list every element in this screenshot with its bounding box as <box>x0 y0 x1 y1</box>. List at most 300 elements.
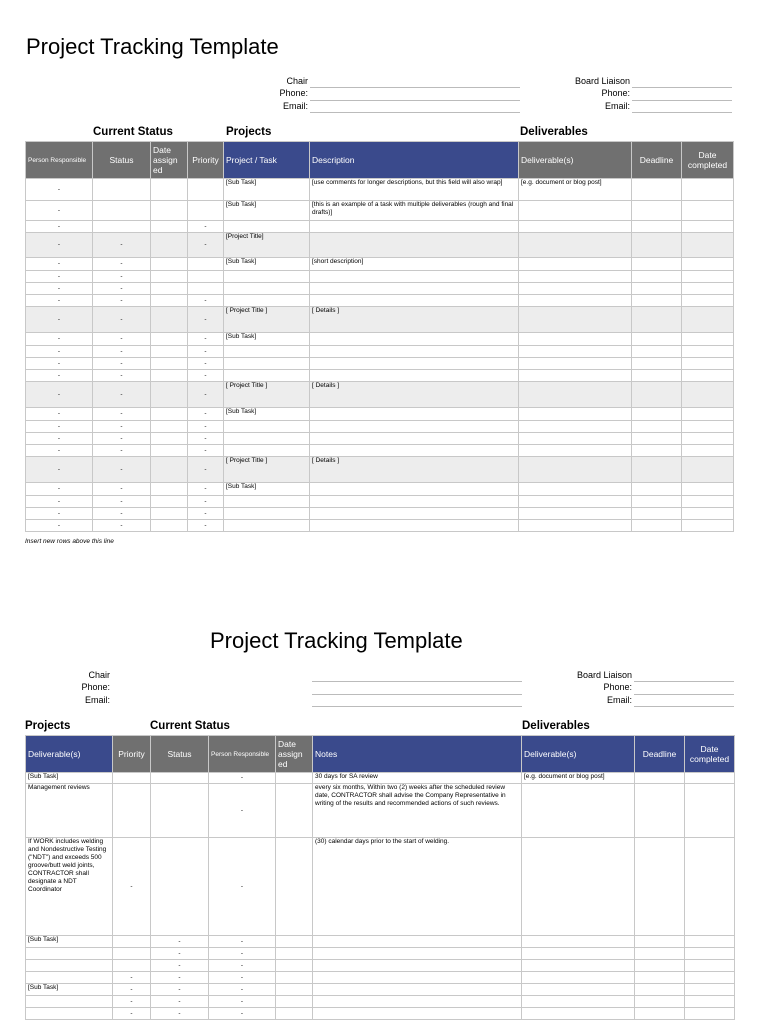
table-cell[interactable]: [use comments for longer descriptions, but this field will also wrap] <box>310 179 519 201</box>
table-cell[interactable] <box>224 370 310 382</box>
table-cell[interactable] <box>113 936 151 948</box>
table-cell[interactable]: - <box>151 996 209 1008</box>
table-cell[interactable] <box>635 838 685 936</box>
table-cell[interactable] <box>26 996 113 1008</box>
table-cell[interactable] <box>635 984 685 996</box>
table-cell[interactable] <box>632 508 682 520</box>
table-cell[interactable]: - <box>188 520 224 532</box>
table-cell[interactable]: Management reviews <box>26 784 113 838</box>
table-cell[interactable] <box>26 972 113 984</box>
table-cell[interactable]: - <box>188 307 224 333</box>
table-cell[interactable] <box>224 346 310 358</box>
table-cell[interactable]: - <box>26 346 93 358</box>
table-cell[interactable] <box>224 283 310 295</box>
table-cell[interactable]: - <box>209 984 276 996</box>
table-cell[interactable] <box>632 496 682 508</box>
table-cell[interactable] <box>113 773 151 784</box>
table-cell[interactable] <box>151 445 188 457</box>
table-cell[interactable]: every six months, Within two (2) weeks after the scheduled review date, CONTRACTOR shall advise the Company Representative in writing of the results and recommended actions of such reviews. <box>313 784 522 838</box>
table-cell[interactable]: - <box>151 972 209 984</box>
table-cell[interactable] <box>519 358 632 370</box>
table-cell[interactable] <box>682 457 734 483</box>
table-cell[interactable] <box>685 972 735 984</box>
table-cell[interactable]: - <box>93 233 151 258</box>
table-cell[interactable]: [Sub Task] <box>224 333 310 346</box>
table-cell[interactable]: - <box>26 221 93 233</box>
table-cell[interactable] <box>113 784 151 838</box>
table-cell[interactable]: - <box>93 457 151 483</box>
table-cell[interactable]: [short description] <box>310 258 519 271</box>
table-cell[interactable] <box>682 179 734 201</box>
table-cell[interactable]: [Sub Task] <box>26 984 113 996</box>
table-cell[interactable] <box>522 948 635 960</box>
table-cell[interactable]: - <box>93 433 151 445</box>
table-cell[interactable] <box>682 358 734 370</box>
table-cell[interactable] <box>685 1008 735 1020</box>
table-cell[interactable] <box>635 948 685 960</box>
table-cell[interactable] <box>682 370 734 382</box>
table-cell[interactable]: - <box>93 370 151 382</box>
table-cell[interactable] <box>682 508 734 520</box>
table-cell[interactable] <box>93 221 151 233</box>
table-cell[interactable] <box>632 445 682 457</box>
table-cell[interactable]: - <box>209 948 276 960</box>
table-cell[interactable] <box>151 421 188 433</box>
table-cell[interactable] <box>522 996 635 1008</box>
table-cell[interactable] <box>519 496 632 508</box>
table-cell[interactable] <box>310 433 519 445</box>
table-cell[interactable] <box>93 179 151 201</box>
board-email-field[interactable] <box>632 112 732 113</box>
table-cell[interactable]: - <box>26 496 93 508</box>
table-cell[interactable] <box>151 233 188 258</box>
table-cell[interactable] <box>151 295 188 307</box>
table-cell[interactable]: [Sub Task] <box>224 201 310 221</box>
table-cell[interactable] <box>635 996 685 1008</box>
table-cell[interactable]: - <box>26 233 93 258</box>
table-cell[interactable] <box>519 421 632 433</box>
table-cell[interactable] <box>519 520 632 532</box>
table-cell[interactable] <box>224 271 310 283</box>
table-cell[interactable]: [ Details ] <box>310 307 519 333</box>
table-cell[interactable]: - <box>26 295 93 307</box>
table-cell[interactable]: - <box>26 333 93 346</box>
table-cell[interactable] <box>224 520 310 532</box>
table-cell[interactable]: - <box>209 838 276 936</box>
table-cell[interactable] <box>93 201 151 221</box>
table-cell[interactable] <box>522 984 635 996</box>
table-cell[interactable]: - <box>113 996 151 1008</box>
table-cell[interactable]: - <box>26 382 93 408</box>
board-phone-field-2[interactable] <box>634 694 734 695</box>
table-cell[interactable]: [this is an example of a task with multiple deliverables (rough and final drafts)] <box>310 201 519 221</box>
table-cell[interactable] <box>632 520 682 532</box>
table-cell[interactable] <box>151 483 188 496</box>
table-cell[interactable]: - <box>26 483 93 496</box>
table-cell[interactable] <box>685 784 735 838</box>
table-cell[interactable]: [ Details ] <box>310 382 519 408</box>
table-cell[interactable] <box>276 1008 313 1020</box>
table-cell[interactable] <box>682 496 734 508</box>
table-cell[interactable]: - <box>26 408 93 421</box>
table-cell[interactable]: [ Project Title ] <box>224 307 310 333</box>
table-cell[interactable]: [Sub Task] <box>26 773 113 784</box>
table-cell[interactable] <box>685 773 735 784</box>
table-cell[interactable] <box>685 984 735 996</box>
table-cell[interactable]: - <box>26 520 93 532</box>
table-cell[interactable]: - <box>188 508 224 520</box>
table-cell[interactable]: - <box>93 496 151 508</box>
table-cell[interactable] <box>151 496 188 508</box>
table-cell[interactable]: - <box>26 457 93 483</box>
table-cell[interactable] <box>682 520 734 532</box>
table-cell[interactable] <box>26 960 113 972</box>
table-cell[interactable] <box>151 382 188 408</box>
table-cell[interactable] <box>632 457 682 483</box>
table-cell[interactable] <box>682 408 734 421</box>
table-cell[interactable] <box>224 433 310 445</box>
table-cell[interactable]: - <box>93 258 151 271</box>
table-cell[interactable]: - <box>93 346 151 358</box>
table-cell[interactable] <box>682 307 734 333</box>
table-cell[interactable]: [ Project Title ] <box>224 382 310 408</box>
table-cell[interactable]: - <box>93 358 151 370</box>
table-cell[interactable] <box>519 346 632 358</box>
table-cell[interactable]: - <box>113 972 151 984</box>
table-cell[interactable]: - <box>93 333 151 346</box>
table-cell[interactable] <box>682 445 734 457</box>
table-cell[interactable]: [Project Title] <box>224 233 310 258</box>
table-cell[interactable] <box>151 271 188 283</box>
table-cell[interactable] <box>276 936 313 948</box>
table-cell[interactable] <box>310 508 519 520</box>
table-cell[interactable] <box>635 936 685 948</box>
table-cell[interactable] <box>519 307 632 333</box>
table-cell[interactable]: [Sub Task] <box>224 483 310 496</box>
table-cell[interactable] <box>26 1008 113 1020</box>
table-cell[interactable]: - <box>188 382 224 408</box>
table-cell[interactable] <box>276 996 313 1008</box>
table-cell[interactable] <box>519 283 632 295</box>
table-cell[interactable] <box>632 333 682 346</box>
table-cell[interactable] <box>519 445 632 457</box>
table-cell[interactable] <box>224 445 310 457</box>
table-cell[interactable] <box>224 508 310 520</box>
table-cell[interactable] <box>276 784 313 838</box>
chair-field-2[interactable] <box>312 681 522 682</box>
table-cell[interactable] <box>151 333 188 346</box>
table-cell[interactable] <box>682 421 734 433</box>
table-cell[interactable] <box>632 283 682 295</box>
table-cell[interactable] <box>151 520 188 532</box>
table-cell[interactable]: [Sub Task] <box>224 258 310 271</box>
table-cell[interactable]: [Sub Task] <box>224 408 310 421</box>
table-cell[interactable]: - <box>188 370 224 382</box>
table-cell[interactable] <box>310 333 519 346</box>
table-cell[interactable] <box>522 960 635 972</box>
phone-field[interactable] <box>310 100 520 101</box>
table-cell[interactable] <box>310 358 519 370</box>
table-cell[interactable]: - <box>26 433 93 445</box>
table-cell[interactable] <box>632 258 682 271</box>
table-cell[interactable] <box>313 936 522 948</box>
table-cell[interactable]: - <box>188 358 224 370</box>
table-cell[interactable] <box>310 408 519 421</box>
table-cell[interactable] <box>519 221 632 233</box>
table-cell[interactable] <box>313 1008 522 1020</box>
table-cell[interactable]: - <box>209 936 276 948</box>
table-cell[interactable] <box>519 333 632 346</box>
table-cell[interactable]: - <box>188 483 224 496</box>
table-cell[interactable]: - <box>151 960 209 972</box>
table-cell[interactable]: - <box>188 421 224 433</box>
table-cell[interactable] <box>151 346 188 358</box>
table-cell[interactable]: - <box>26 421 93 433</box>
table-cell[interactable]: - <box>188 457 224 483</box>
table-cell[interactable] <box>151 179 188 201</box>
table-cell[interactable] <box>151 784 209 838</box>
table-cell[interactable]: [ Project Title ] <box>224 457 310 483</box>
table-cell[interactable]: - <box>209 784 276 838</box>
table-cell[interactable] <box>519 382 632 408</box>
table-cell[interactable] <box>310 421 519 433</box>
table-cell[interactable] <box>310 445 519 457</box>
table-cell[interactable] <box>519 295 632 307</box>
table-cell[interactable] <box>188 258 224 271</box>
table-cell[interactable]: - <box>93 445 151 457</box>
table-cell[interactable] <box>310 370 519 382</box>
table-cell[interactable] <box>682 433 734 445</box>
table-cell[interactable] <box>635 1008 685 1020</box>
table-cell[interactable] <box>632 408 682 421</box>
table-cell[interactable]: - <box>188 445 224 457</box>
table-cell[interactable] <box>519 258 632 271</box>
table-cell[interactable]: - <box>26 179 93 201</box>
table-cell[interactable]: - <box>151 984 209 996</box>
table-cell[interactable] <box>519 408 632 421</box>
table-cell[interactable] <box>682 283 734 295</box>
table-cell[interactable] <box>313 948 522 960</box>
table-cell[interactable]: [Sub Task] <box>26 936 113 948</box>
table-cell[interactable] <box>310 283 519 295</box>
table-cell[interactable]: - <box>93 508 151 520</box>
table-cell[interactable]: - <box>113 1008 151 1020</box>
table-cell[interactable]: If WORK includes welding and Nondestructive Testing ("NDT") and exceeds 500 groove/butt weld joints, CONTRACTOR shall designate a NDT Coordinator <box>26 838 113 936</box>
table-cell[interactable] <box>522 838 635 936</box>
table-cell[interactable] <box>276 972 313 984</box>
table-cell[interactable] <box>224 421 310 433</box>
table-cell[interactable]: - <box>188 233 224 258</box>
table-cell[interactable]: - <box>26 358 93 370</box>
table-cell[interactable] <box>682 258 734 271</box>
table-cell[interactable]: - <box>26 508 93 520</box>
table-cell[interactable] <box>313 972 522 984</box>
table-cell[interactable] <box>151 201 188 221</box>
table-cell[interactable]: - <box>188 433 224 445</box>
board-liaison-field-2[interactable] <box>634 681 734 682</box>
table-cell[interactable]: - <box>93 283 151 295</box>
table-cell[interactable] <box>685 960 735 972</box>
table-cell[interactable]: - <box>188 496 224 508</box>
table-cell[interactable]: - <box>188 295 224 307</box>
table-cell[interactable] <box>310 271 519 283</box>
table-cell[interactable] <box>635 773 685 784</box>
table-cell[interactable] <box>519 457 632 483</box>
table-cell[interactable] <box>522 784 635 838</box>
table-cell[interactable]: - <box>26 445 93 457</box>
table-cell[interactable] <box>682 295 734 307</box>
table-cell[interactable] <box>682 233 734 258</box>
table-cell[interactable] <box>188 201 224 221</box>
table-cell[interactable]: - <box>26 370 93 382</box>
table-cell[interactable]: [Sub Task] <box>224 179 310 201</box>
table-cell[interactable]: (30) calendar days prior to the start of welding. <box>313 838 522 936</box>
table-cell[interactable]: - <box>188 221 224 233</box>
table-cell[interactable] <box>632 382 682 408</box>
table-cell[interactable] <box>188 271 224 283</box>
table-cell[interactable]: - <box>188 346 224 358</box>
table-cell[interactable] <box>682 201 734 221</box>
board-email-field-2[interactable] <box>634 706 734 707</box>
table-cell[interactable]: - <box>113 984 151 996</box>
table-cell[interactable] <box>151 838 209 936</box>
table-cell[interactable] <box>682 382 734 408</box>
table-cell[interactable]: - <box>26 271 93 283</box>
table-cell[interactable] <box>632 233 682 258</box>
table-cell[interactable] <box>685 936 735 948</box>
table-cell[interactable] <box>632 433 682 445</box>
table-cell[interactable]: - <box>26 201 93 221</box>
table-cell[interactable]: - <box>93 520 151 532</box>
table-cell[interactable] <box>635 960 685 972</box>
table-cell[interactable] <box>682 483 734 496</box>
table-cell[interactable] <box>276 948 313 960</box>
table-cell[interactable] <box>519 233 632 258</box>
table-cell[interactable] <box>313 960 522 972</box>
table-cell[interactable] <box>151 221 188 233</box>
table-cell[interactable] <box>632 307 682 333</box>
table-cell[interactable]: [ Details ] <box>310 457 519 483</box>
table-cell[interactable] <box>685 948 735 960</box>
table-cell[interactable] <box>632 201 682 221</box>
table-cell[interactable]: - <box>93 421 151 433</box>
table-cell[interactable] <box>632 358 682 370</box>
table-cell[interactable] <box>519 271 632 283</box>
table-cell[interactable] <box>519 483 632 496</box>
table-cell[interactable] <box>188 283 224 295</box>
table-cell[interactable]: - <box>209 1008 276 1020</box>
table-cell[interactable] <box>151 283 188 295</box>
table-cell[interactable] <box>632 271 682 283</box>
table-cell[interactable] <box>632 295 682 307</box>
table-cell[interactable]: - <box>113 838 151 936</box>
table-cell[interactable] <box>632 421 682 433</box>
email-field[interactable] <box>310 112 520 113</box>
chair-field[interactable] <box>310 87 520 88</box>
table-cell[interactable] <box>310 233 519 258</box>
table-cell[interactable] <box>635 972 685 984</box>
email-field-2[interactable] <box>312 706 522 707</box>
table-cell[interactable] <box>113 960 151 972</box>
table-cell[interactable]: - <box>209 996 276 1008</box>
table-cell[interactable]: - <box>151 936 209 948</box>
table-cell[interactable] <box>519 370 632 382</box>
table-cell[interactable] <box>310 295 519 307</box>
table-cell[interactable] <box>632 370 682 382</box>
table-cell[interactable] <box>522 972 635 984</box>
table-cell[interactable]: - <box>188 408 224 421</box>
table-cell[interactable]: - <box>93 307 151 333</box>
table-cell[interactable] <box>519 508 632 520</box>
table-cell[interactable] <box>276 984 313 996</box>
table-cell[interactable] <box>313 984 522 996</box>
table-cell[interactable] <box>519 433 632 445</box>
table-cell[interactable] <box>151 358 188 370</box>
table-cell[interactable]: - <box>209 960 276 972</box>
table-cell[interactable] <box>310 496 519 508</box>
table-cell[interactable] <box>632 179 682 201</box>
table-cell[interactable] <box>310 346 519 358</box>
table-cell[interactable] <box>682 221 734 233</box>
table-cell[interactable] <box>313 996 522 1008</box>
table-cell[interactable]: - <box>151 948 209 960</box>
table-cell[interactable] <box>113 948 151 960</box>
table-cell[interactable] <box>632 346 682 358</box>
table-cell[interactable]: - <box>26 307 93 333</box>
table-cell[interactable] <box>310 520 519 532</box>
table-cell[interactable] <box>224 295 310 307</box>
table-cell[interactable]: - <box>93 483 151 496</box>
table-cell[interactable] <box>519 201 632 221</box>
table-cell[interactable] <box>632 483 682 496</box>
table-cell[interactable]: - <box>151 1008 209 1020</box>
table-cell[interactable] <box>224 221 310 233</box>
table-cell[interactable] <box>151 773 209 784</box>
phone-field-2[interactable] <box>312 694 522 695</box>
table-cell[interactable] <box>224 358 310 370</box>
table-cell[interactable]: [e.g. document or blog post] <box>522 773 635 784</box>
table-cell[interactable] <box>151 433 188 445</box>
table-cell[interactable]: [e.g. document or blog post] <box>519 179 632 201</box>
board-phone-field[interactable] <box>632 100 732 101</box>
table-cell[interactable] <box>522 1008 635 1020</box>
table-cell[interactable] <box>682 333 734 346</box>
table-cell[interactable] <box>632 221 682 233</box>
table-cell[interactable] <box>151 457 188 483</box>
table-cell[interactable]: - <box>93 271 151 283</box>
board-liaison-field[interactable] <box>632 87 732 88</box>
table-cell[interactable] <box>276 773 313 784</box>
table-cell[interactable]: - <box>209 972 276 984</box>
table-cell[interactable] <box>522 936 635 948</box>
table-cell[interactable] <box>276 960 313 972</box>
table-cell[interactable]: - <box>93 408 151 421</box>
table-cell[interactable] <box>151 508 188 520</box>
table-cell[interactable]: - <box>26 258 93 271</box>
table-cell[interactable]: - <box>26 283 93 295</box>
table-cell[interactable] <box>685 838 735 936</box>
table-cell[interactable] <box>151 258 188 271</box>
table-cell[interactable] <box>224 496 310 508</box>
table-cell[interactable] <box>151 307 188 333</box>
table-cell[interactable] <box>635 784 685 838</box>
table-cell[interactable] <box>276 838 313 936</box>
table-cell[interactable] <box>685 996 735 1008</box>
table-cell[interactable] <box>682 271 734 283</box>
table-cell[interactable] <box>188 179 224 201</box>
table-cell[interactable]: 30 days for SA review <box>313 773 522 784</box>
table-cell[interactable]: - <box>209 773 276 784</box>
